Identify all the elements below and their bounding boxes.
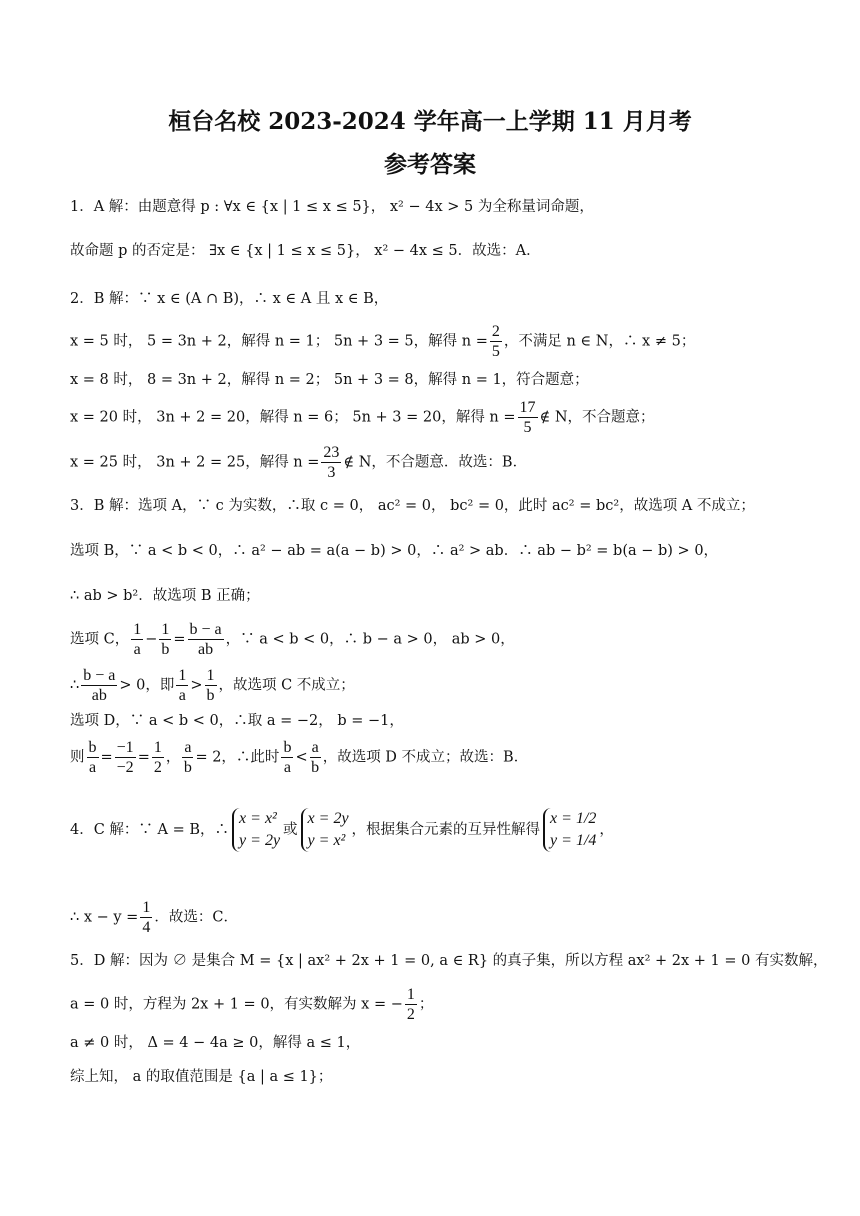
- q3-line-3: ∴ ab > b²．故选项 B 正确；: [70, 588, 260, 604]
- system-row: x = x²: [239, 810, 277, 827]
- fraction-numerator: 1: [153, 739, 162, 756]
- fraction-numerator: 1: [178, 667, 187, 684]
- q4-line-1-text-c: ，: [599, 822, 614, 838]
- fraction-numerator: 23: [323, 444, 340, 461]
- fraction-denominator: ab: [198, 641, 214, 658]
- q5-line-3: a ≠ 0 时， Δ = 4 − 4a ≥ 0，解得 a ≤ 1，: [70, 1035, 361, 1051]
- fraction-numerator: 2: [491, 323, 500, 340]
- equals-sign: =: [100, 749, 113, 766]
- q3-line-7: [70, 738, 820, 777]
- fraction-numerator: b: [283, 739, 292, 756]
- q3-fraction: [152, 738, 164, 777]
- fraction-denominator: 2: [406, 1006, 415, 1023]
- fraction-numerator: b: [88, 739, 97, 756]
- fraction-numerator: 1: [206, 667, 215, 684]
- less-than-sign: <: [295, 749, 308, 766]
- q3-line-5-text-b: > 0，即: [119, 677, 175, 694]
- fraction-denominator: 3: [327, 464, 336, 481]
- q4-or: 或: [283, 822, 298, 838]
- fraction-denominator: ab: [91, 687, 107, 704]
- q2-line-1: 2．B 解：∵ x ∈ (A ∩ B)，∴ x ∈ A 且 x ∈ B，: [70, 291, 389, 307]
- q4-fraction: [140, 898, 152, 937]
- fraction-numerator: b − a: [189, 621, 222, 638]
- q2-line-4: [70, 398, 820, 437]
- q2-fraction-3: [321, 443, 341, 482]
- fraction-numerator: a: [184, 739, 192, 756]
- q2-line-2: [70, 322, 820, 361]
- q4-line-2-text-b: ．故选：C．: [154, 909, 238, 926]
- q5-fraction: [405, 985, 417, 1024]
- q3-fraction: [310, 738, 321, 777]
- system-row: y = 2y: [239, 832, 281, 849]
- q3-fraction: [81, 666, 117, 705]
- q4-line-1-text-b: ，根据集合元素的互异性解得: [351, 822, 541, 838]
- equals-sign: =: [137, 749, 150, 766]
- q3-line-7-text-c: ，故选项 D 不成立；故选：B．: [322, 749, 529, 766]
- fraction-denominator: b: [206, 687, 215, 704]
- q3-fraction: [131, 620, 143, 659]
- q2-line-5-text-b: ∉ N，不合题意．故选：B．: [343, 454, 528, 471]
- fraction-denominator: 5: [523, 419, 532, 436]
- q3-line-5-text-c: ，故选项 C 不成立；: [218, 677, 355, 694]
- q4-line-2: [70, 898, 820, 937]
- q3-line-5-text-a: ∴: [70, 677, 80, 694]
- q3-fraction: [205, 666, 217, 705]
- q3-fraction: [182, 738, 193, 777]
- greater-than-sign: >: [190, 677, 203, 694]
- fraction-denominator: a: [133, 641, 141, 658]
- page-title: 桓台名校 2023-2024 学年高一上学期 11 月月考: [168, 108, 692, 135]
- q3-line-2: 选项 B，∵ a < b < 0，∴ a² − ab = a(a − b) > 0，∴ a² > ab．∴ ab − b² = b(a − b) > 0，: [70, 543, 719, 559]
- q2-line-3: x = 8 时， 8 = 3n + 2，解得 n = 2； 5n + 3 = 8，解得 n = 1，符合题意；: [70, 372, 589, 388]
- fraction-numerator: 1: [142, 899, 151, 916]
- fraction-denominator: b: [183, 759, 192, 776]
- equals-sign: =: [173, 631, 186, 648]
- fraction-numerator: 1: [133, 621, 142, 638]
- fraction-denominator: a: [178, 687, 186, 704]
- q3-fraction: [281, 738, 293, 777]
- minus-sign: −: [145, 631, 158, 648]
- system-row: x = 1/2: [550, 810, 597, 827]
- q4-line-1-text-a: 4．C 解：∵ A = B，∴: [70, 822, 230, 838]
- q2-line-4-text-a: x = 20 时， 3n + 2 = 20，解得 n = 6； 5n + 3 = 20，解得 n =: [70, 409, 516, 426]
- system-row: y = x²: [307, 832, 346, 849]
- fraction-numerator: a: [311, 739, 319, 756]
- q5-line-2-text-a: a = 0 时，方程为 2x + 1 = 0，有实数解为 x = −: [70, 996, 403, 1013]
- fraction-numerator: 17: [519, 399, 536, 416]
- q3-line-4-text-b: ，∵ a < b < 0，∴ b − a > 0， ab > 0，: [225, 631, 515, 648]
- q3-line-4: [70, 620, 820, 659]
- fraction-numerator: −1: [116, 739, 134, 756]
- q4-system-2: [301, 808, 349, 852]
- q3-fraction: [87, 738, 99, 777]
- fraction-denominator: b: [161, 641, 170, 658]
- q3-line-5: [70, 666, 820, 705]
- q2-fraction-2: [518, 398, 538, 437]
- q3-line-7-text-a: 则: [70, 749, 85, 766]
- fraction-denominator: −2: [116, 759, 134, 776]
- q3-line-1: 3．B 解：选项 A，∵ c 为实数，∴取 c = 0， ac² = 0， bc² = 0，此时 ac² = bc²，故选项 A 不成立；: [70, 498, 755, 514]
- system-row: y = 1/4: [550, 832, 597, 849]
- fraction-denominator: 2: [153, 759, 162, 776]
- fraction-denominator: 5: [491, 343, 500, 360]
- q4-line-1: [70, 808, 820, 852]
- q5-line-1: 5．D 解：因为 ∅ 是集合 M = {x | ax² + 2x + 1 = 0, a ∈ R} 的真子集，所以方程 ax² + 2x + 1 = 0 有实数解，: [70, 953, 828, 969]
- q4-solution-system: [543, 808, 596, 852]
- fraction-numerator: 1: [161, 621, 170, 638]
- fraction-denominator: 4: [142, 919, 151, 936]
- q3-fraction: [115, 738, 136, 777]
- q5-line-2-text-b: ；: [418, 996, 434, 1013]
- separator: ，: [165, 749, 181, 766]
- system-row: x = 2y: [307, 810, 349, 827]
- q2-line-2-text-b: ，不满足 n ∈ N，∴ x ≠ 5；: [503, 333, 696, 350]
- q3-line-6: 选项 D，∵ a < b < 0，∴取 a = −2， b = −1，: [70, 713, 404, 729]
- q1-line-1: 1．A 解：由题意得 p : ∀x ∈ {x | 1 ≤ x ≤ 5}， x² − 4x > 5 为全称量词命题，: [70, 199, 594, 215]
- q2-line-5-text-a: x = 25 时， 3n + 2 = 25，解得 n =: [70, 454, 320, 471]
- q2-line-4-text-b: ∉ N，不合题意；: [539, 409, 655, 426]
- fraction-denominator: a: [283, 759, 291, 776]
- fraction-denominator: b: [311, 759, 320, 776]
- q3-line-4-text-a: 选项 C，: [70, 631, 130, 648]
- q4-line-2-text-a: ∴ x − y =: [70, 909, 139, 926]
- q3-fraction: [159, 620, 171, 659]
- fraction-denominator: a: [88, 759, 97, 776]
- q2-line-2-text-a: x = 5 时， 5 = 3n + 2，解得 n = 1； 5n + 3 = 5，解得 n =: [70, 333, 488, 350]
- q5-line-4: 综上知， a 的取值范围是 {a | a ≤ 1}；: [70, 1069, 333, 1085]
- q2-line-5: [70, 443, 820, 482]
- q4-system-1: [232, 808, 280, 852]
- q3-fraction: [188, 620, 224, 659]
- q3-fraction: [176, 666, 188, 705]
- q3-line-7-text-b: = 2，∴此时: [195, 749, 280, 766]
- q1-line-2: 故命题 p 的否定是： ∃x ∈ {x | 1 ≤ x ≤ 5}， x² − 4x ≤ 5．故选：A．: [70, 243, 541, 259]
- fraction-numerator: 1: [406, 986, 415, 1003]
- q5-line-2: [70, 985, 820, 1024]
- page-subtitle: 参考答案: [384, 151, 476, 178]
- q2-fraction-1: [490, 322, 502, 361]
- fraction-numerator: b − a: [83, 667, 116, 684]
